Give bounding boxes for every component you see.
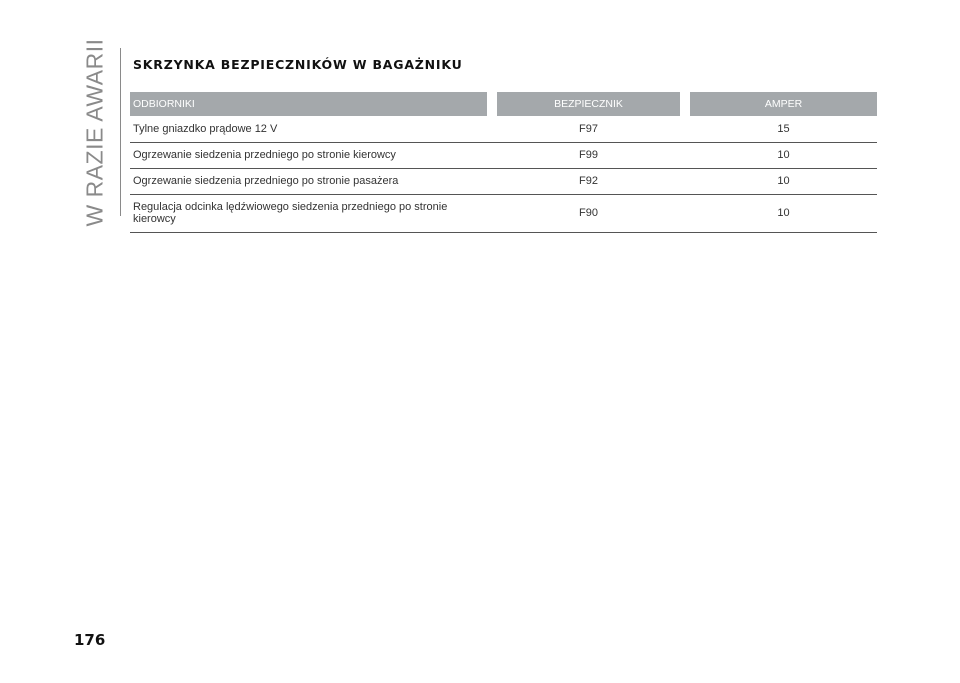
table-row (130, 194, 877, 232)
cell-receiver: Ogrzewanie siedzenia przedniego po stronie kierowcy (130, 142, 487, 168)
table-row (130, 168, 877, 194)
cell-gap (487, 194, 497, 232)
cell-amper: 10 (690, 142, 877, 168)
header-fuse: BEZPIECZNIK (497, 92, 680, 116)
table-row (130, 142, 877, 168)
cell-fuse: F99 (497, 142, 680, 168)
cell-receiver: Regulacja odcinka lędźwiowego siedzenia przedniego po stronie kierowcy (130, 194, 487, 232)
cell-gap (680, 194, 690, 232)
cell-fuse: F92 (497, 168, 680, 194)
header-gap (487, 92, 497, 116)
table-header-row (130, 92, 877, 116)
header-gap (680, 92, 690, 116)
section-title: SKRZYNKA BEZPIECZNIKÓW W BAGAŻNIKU (133, 57, 463, 72)
cell-receiver: Tylne gniazdko prądowe 12 V (130, 116, 487, 142)
cell-receiver: Ogrzewanie siedzenia przedniego po stronie pasażera (130, 168, 487, 194)
cell-amper: 15 (690, 116, 877, 142)
table-row (130, 116, 877, 142)
header-amper: AMPER (690, 92, 877, 116)
cell-gap (487, 116, 497, 142)
chapter-side-label-text: W RAZIE AWARII (81, 37, 108, 227)
chapter-side-rule (120, 48, 121, 216)
cell-amper: 10 (690, 194, 877, 232)
cell-amper: 10 (690, 168, 877, 194)
cell-gap (680, 142, 690, 168)
header-receivers: ODBIORNIKI (130, 92, 487, 116)
cell-gap (487, 142, 497, 168)
cell-fuse: F90 (497, 194, 680, 232)
cell-gap (680, 116, 690, 142)
cell-gap (680, 168, 690, 194)
fuse-table (130, 92, 877, 233)
chapter-side-label (74, 37, 116, 227)
cell-fuse: F97 (497, 116, 680, 142)
page-number: 176 (74, 631, 106, 649)
cell-gap (487, 168, 497, 194)
